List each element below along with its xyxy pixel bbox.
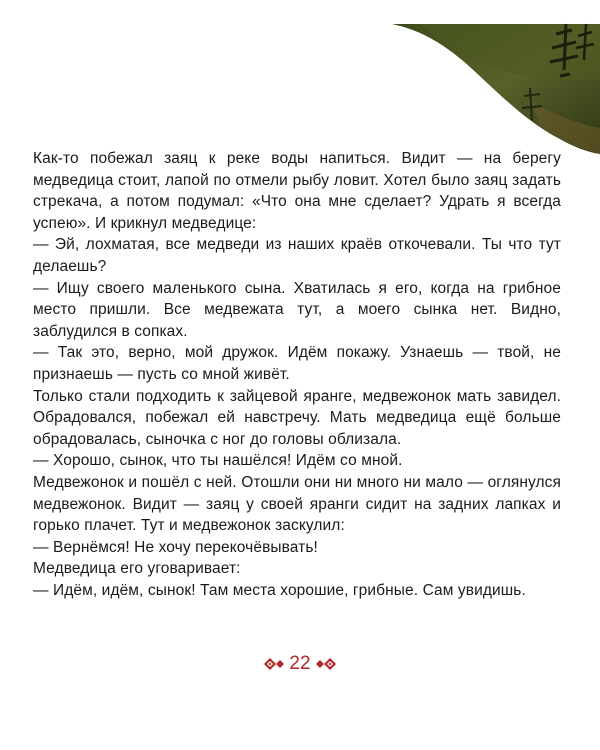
paragraph: — Вернёмся! Не хочу перекочёвывать! bbox=[33, 538, 318, 556]
paragraph: — Идём, идём, сынок! Там места хорошие, грибные. Сам увидишь. bbox=[33, 581, 526, 599]
forest-hill-illustration bbox=[380, 0, 600, 165]
paragraph: — Так это, верно, мой дружок. Идём покажу. Узнаешь — твой, не признаешь — пусть со мной живёт. bbox=[33, 344, 561, 383]
left-ornament-icon bbox=[262, 656, 286, 672]
paragraph: Только стали подходить к зайцевой яранге, медвежонок мать завидел. Обрадовался, побежал ей навстречу. Мать медведица ещё больше обрадовалась, сыночка с ног до головы облизала. bbox=[33, 387, 561, 448]
right-ornament-icon bbox=[314, 656, 338, 672]
story-text bbox=[33, 148, 561, 601]
paragraph: — Хорошо, сынок, что ты нашёлся! Идём со мной. bbox=[33, 452, 403, 470]
paragraph: — Ищу своего маленького сына. Хватилась я его, когда на грибное место пришли. Все медвежата тут, а моего сынка нет. Видно, заблудился в сопках. bbox=[33, 279, 561, 340]
paragraph: Как-то побежал заяц к реке воды напиться. Видит — на берегу медведица стоит, лапой по отмели рыбу ловит. Хотел было заяц задать стрекача, а потом подумал: «Что она мне сделает? Удрать я всегда успею». И крикнул медведице: bbox=[33, 150, 561, 232]
page-footer bbox=[0, 654, 600, 674]
page-number: 22 bbox=[289, 653, 311, 674]
paragraph: Медвежонок и пошёл с ней. Отошли они ни много ни мало — оглянулся медвежонок. Видит — заяц у своей яранги сидит на задних лапках и горько плачет. Тут и медвежонок заскулил: bbox=[33, 473, 561, 535]
paragraph: — Эй, лохматая, все медведи из наших краёв откочевали. Ты что тут делаешь? bbox=[33, 236, 561, 275]
paragraph: Медведица его уговаривает: bbox=[33, 560, 241, 578]
